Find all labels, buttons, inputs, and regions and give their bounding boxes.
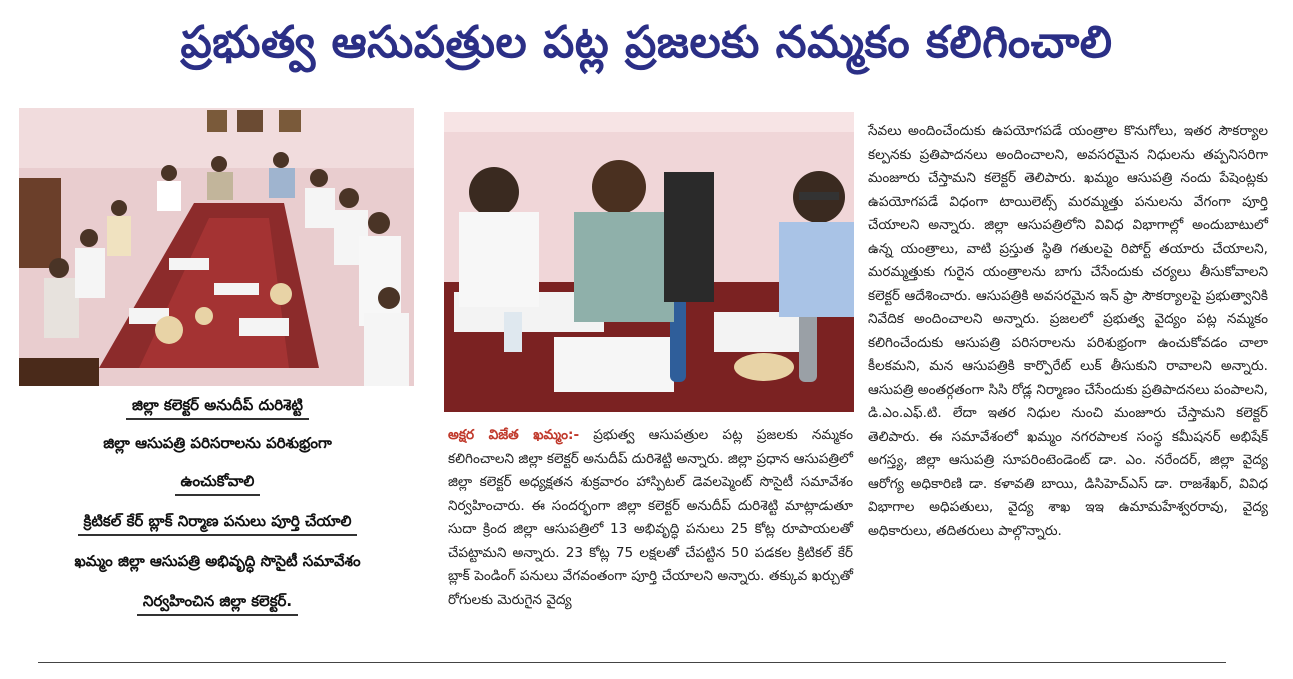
article-paragraph-1 (448, 424, 853, 612)
caption-line-1: జిల్లా కలెక్టర్ అనుదీప్ దురిశెట్టి (126, 394, 309, 420)
article-column-middle (448, 424, 853, 612)
caption-line-3: ఉంచుకోవాలి (175, 470, 261, 496)
caption-line-5: ఖమ్మం జిల్లా ఆసుపత్రి అభివృద్ధి సొసైటీ సమావేశం (74, 552, 361, 570)
article-body-right: సేవలు అందించేందుకు ఉపయోగపడే యంత్రాల కొనుగోలు, ఇతర సౌకర్యాల కల్పనకు ప్రతిపాదనలు అందించాలని, అవసరమైన నిధులను తప్పనిసరిగా మంజూరు చేస్తామని కలెక్టర్ తెలిపారు. ఖమ్మం ఆసుపత్రి నందు పేషెంట్లకు ఉపయోగపడే విధంగా టాయిలెట్స్ మరమ్మత్తు పనులను వేగంగా పూర్తి చేయాలని అన్నారు. జిల్లా ఆసుపత్రిలోని వివిధ విభాగాల్లో అందుబాటులో ఉన్న యంత్రాలు, వాటి ప్రస్తుత స్థితి గతులపై రిపోర్ట్ తయారు చేయాలని, మరమ్మత్తుకు గురైన యంత్రాలను బాగు చేసేందుకు చర్యలు తీసుకోవాలని కలెక్టర్ ఆదేశించారు. ఆసుపత్రికి అవసరమైన ఇన్ ఫ్రా సౌకర్యాలపై ప్రభుత్వానికి నివేదిక అందించాలని అన్నారు. ప్రజలలో ప్రభుత్వ వైద్యం పట్ల నమ్మకం కలిగించేందుకు ఆసుపత్రి పరిసరాలను పరిశుభ్రంగా ఉంచుకోవడం చాలా కీలకమని, మన ఆసుపత్రికి కార్పొరేట్ లుక్ తీసుకుని రావాలని అన్నారు. ఆసుపత్రి అంతర్గతంగా సిసి రోడ్ల నిర్మాణం చేసేందుకు ప్రతిపాదనలు పంపాలని, డి.ఎం.ఎఫ్.టి. లేదా ఇతర నిధుల నుంచి మంజూరు చేస్తామని కలెక్టర్ తెలిపారు. ఈ సమావేశంలో ఖమ్మం నగరపాలక సంస్థ కమీషనర్ అభిషేక్ అగస్త్య, జిల్లా ఆసుపత్రి సూపరింటెండెంట్ డా. ఎం. నరేందర్, జిల్లా వైద్య ఆరోగ్య అధికారిణి డా. కళావతి బాయి, డిసిహెచ్ఎస్ డా. రాజశేఖర్, వివిధ విభాగాల అధిపతులు, వైద్య శాఖ ఇఇ ఉమామహేశ్వరరావు, వైద్య అధికారులు, తదితరులు పాల్గొన్నారు. (868, 123, 1268, 539)
article-column-right (868, 120, 1268, 543)
dateline: అక్షర విజేత ఖమ్మం:- (448, 427, 580, 443)
article-body-middle: ప్రభుత్వ ఆసుపత్రుల పట్ల ప్రజలకు నమ్మకం కలిగించాలని జిల్లా కలెక్టర్ అనుదీప్ దురిశెట్టి అన్నారు. జిల్లా ప్రధాన ఆసుపత్రిలో జిల్లా కలెక్టర్ అధ్యక్షతన శుక్రవారం హాస్పిటల్ డెవలప్మెంట్ సొసైటీ సమావేశం నిర్వహించారు. ఈ సందర్భంగా జిల్లా కలెక్టర్ అనుదీప్ దురిశెట్టి మాట్లాడుతూ సుదా క్రింద జిల్లా ఆసుపత్రిలో 13 అభివృద్ధి పనులు 25 కోట్ల రూపాయలతో చేపట్టామని అన్నారు. 23 కోట్ల 75 లక్షలతో చేపట్టిన 50 పడకల క్రిటికల్ కేర్ బ్లాక్ పెండింగ్ పనులు వేగవంతంగా పూర్తి చేయాలని అన్నారు. తక్కువ ఖర్చుతో రోగులకు మెరుగైన వైద్య (448, 427, 853, 608)
caption-line-6: నిర్వహించిన జిల్లా కలెక్టర్. (137, 590, 298, 616)
meeting-photo-closeup (444, 112, 854, 412)
meeting-photo-wide (19, 108, 414, 386)
headline: ప్రభుత్వ ఆసుపత్రుల పట్ల ప్రజలకు నమ్మకం కలిగించాలి (180, 16, 1113, 68)
footer-divider (38, 662, 1226, 663)
caption-line-4: క్రిటికల్ కేర్ బ్లాక్ నిర్మాణ పనులు పూర్తి చేయాలి (78, 510, 358, 536)
caption-line-2: జిల్లా ఆసుపత్రి పరిసరాలను పరిశుభ్రంగా (103, 434, 332, 452)
